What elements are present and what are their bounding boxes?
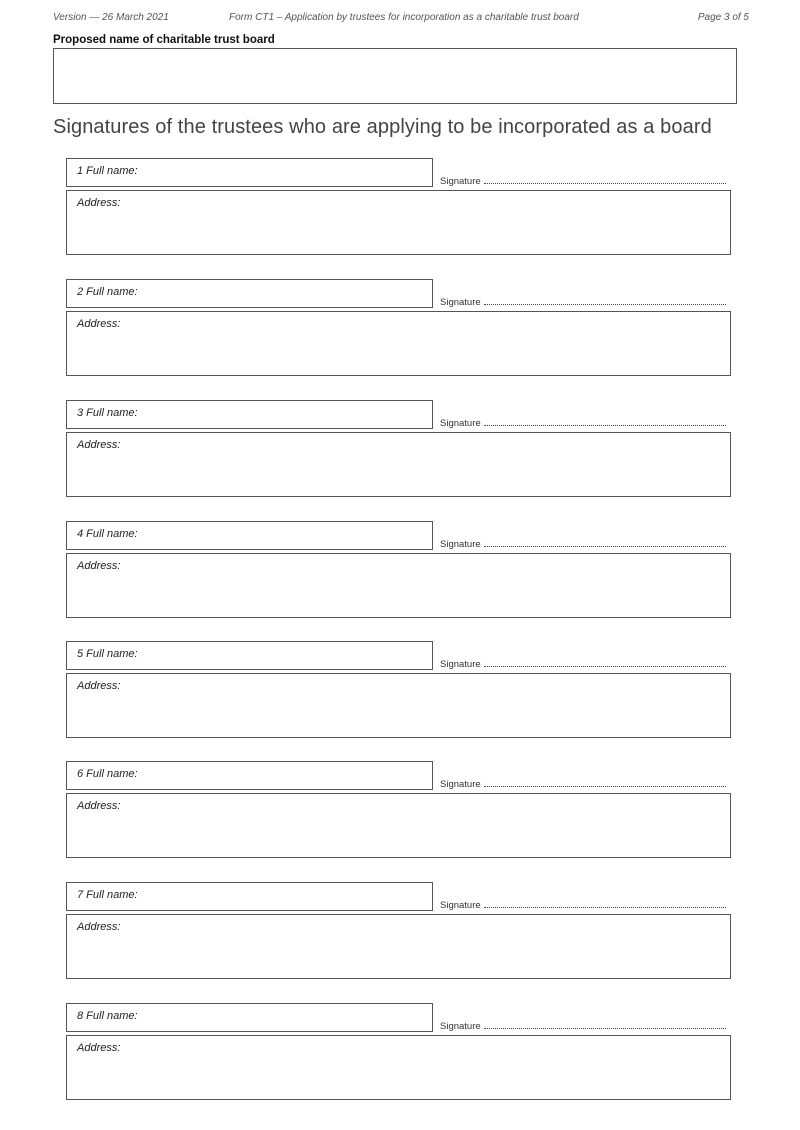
full-name-field[interactable]	[66, 641, 433, 670]
signature-line[interactable]	[440, 537, 732, 550]
page-number: Page 3 of 5	[697, 12, 749, 23]
full-name-label: 4 Full name:	[77, 528, 138, 540]
signature-line[interactable]	[440, 657, 732, 670]
signature-label: Signature	[440, 779, 481, 790]
full-name-field[interactable]	[66, 400, 433, 429]
address-label: Address:	[77, 560, 121, 572]
full-name-label: 5 Full name:	[77, 648, 138, 660]
address-label: Address:	[77, 1042, 121, 1054]
address-field[interactable]	[66, 553, 731, 618]
address-label: Address:	[77, 680, 121, 692]
full-name-label: 8 Full name:	[77, 1010, 138, 1022]
address-label: Address:	[77, 318, 121, 330]
address-field[interactable]	[66, 673, 731, 738]
full-name-label: 6 Full name:	[77, 768, 138, 780]
signature-line[interactable]	[440, 1019, 732, 1032]
address-field[interactable]	[66, 432, 731, 497]
full-name-label: 1 Full name:	[77, 165, 138, 177]
signature-line[interactable]	[440, 777, 732, 790]
full-name-field[interactable]	[66, 521, 433, 550]
signature-line[interactable]	[440, 174, 732, 187]
form-title: Form CT1 – Application by trustees for incorporation as a charitable trust board	[229, 12, 579, 23]
signature-label: Signature	[440, 176, 481, 187]
trustee-block-3	[66, 400, 732, 497]
full-name-field[interactable]	[66, 761, 433, 790]
trustee-block-6	[66, 761, 732, 858]
full-name-field[interactable]	[66, 158, 433, 187]
trustee-block-2	[66, 279, 732, 376]
signature-label: Signature	[440, 418, 481, 429]
full-name-label: 3 Full name:	[77, 407, 138, 419]
signature-label: Signature	[440, 659, 481, 670]
proposed-name-field[interactable]	[53, 48, 737, 104]
version-label: Version — 26 March 2021	[53, 12, 169, 23]
trustee-block-4	[66, 521, 732, 618]
address-label: Address:	[77, 800, 121, 812]
signature-line[interactable]	[440, 416, 732, 429]
full-name-field[interactable]	[66, 1003, 433, 1032]
signature-line[interactable]	[440, 898, 732, 911]
address-field[interactable]	[66, 914, 731, 979]
address-label: Address:	[77, 197, 121, 209]
address-field[interactable]	[66, 311, 731, 376]
signature-label: Signature	[440, 1021, 481, 1032]
trustee-block-8	[66, 1003, 732, 1100]
address-label: Address:	[77, 439, 121, 451]
signature-label: Signature	[440, 539, 481, 550]
trustee-block-1	[66, 158, 732, 255]
trustee-block-5	[66, 641, 732, 738]
signature-label: Signature	[440, 900, 481, 911]
trustee-block-7	[66, 882, 732, 979]
address-label: Address:	[77, 921, 121, 933]
signature-label: Signature	[440, 297, 481, 308]
full-name-label: 2 Full name:	[77, 286, 138, 298]
signature-line[interactable]	[440, 295, 732, 308]
proposed-name-label: Proposed name of charitable trust board	[53, 34, 275, 46]
address-field[interactable]	[66, 190, 731, 255]
address-field[interactable]	[66, 793, 731, 858]
full-name-field[interactable]	[66, 882, 433, 911]
address-field[interactable]	[66, 1035, 731, 1100]
full-name-field[interactable]	[66, 279, 433, 308]
full-name-label: 7 Full name:	[77, 889, 138, 901]
section-heading: Signatures of the trustees who are applying to be incorporated as a board	[53, 116, 712, 138]
